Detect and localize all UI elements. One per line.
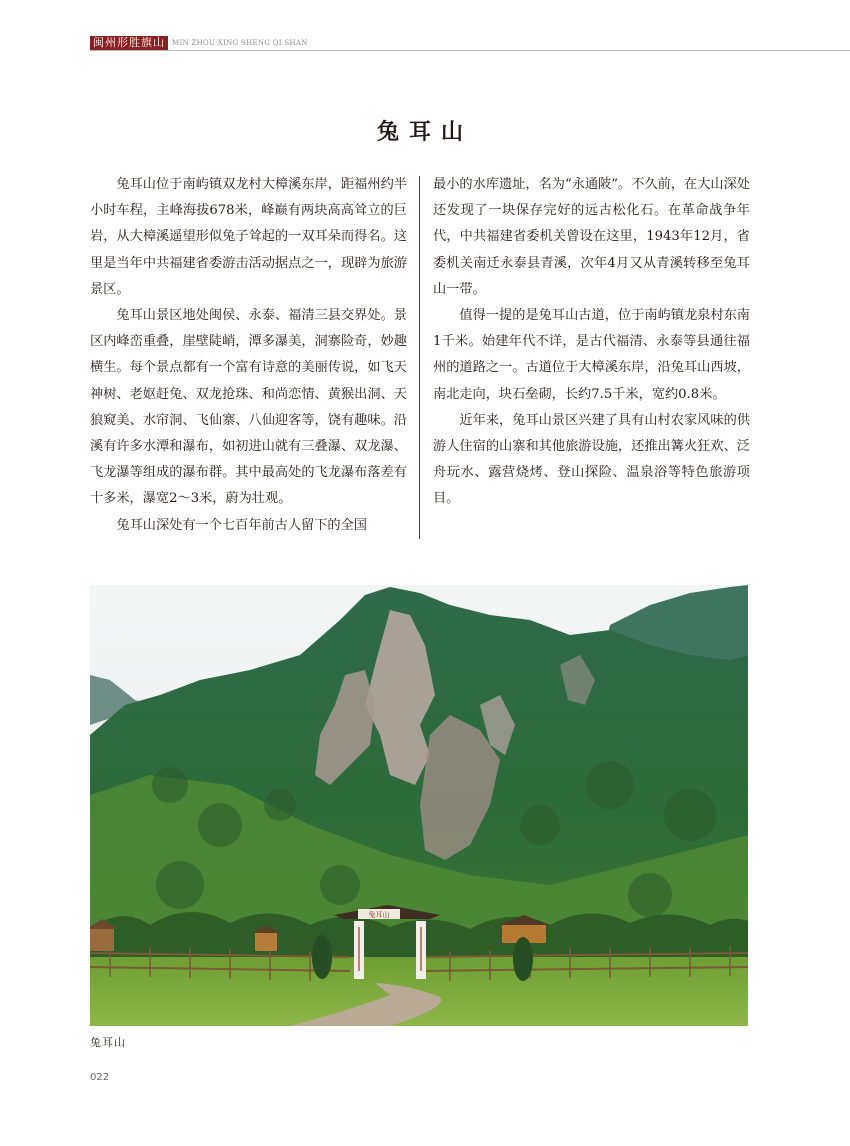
paragraph: 最小的水库遗址，名为“永通陂”。不久前，在大山深处还发现了一块保存完好的远古松化石。在革命战争年代，中共福建省委机关曾设在这里，1943年12月，省委机关南迁永泰县青溪，次年4月又从青溪转移至兔耳山一带。 — [433, 177, 750, 297]
section-tag: 闽州形胜旗山 — [90, 36, 168, 50]
mountain-photo — [90, 585, 748, 1026]
paragraph: 值得一提的是兔耳山古道，位于南屿镇龙泉村东南1千米。始建年代不详，是古代福清、永泰等县通往福州的道路之一。古道位于大樟溪东岸，沿兔耳山西坡，南北走向，块石垒砌，长约7.5千米，宽约0.8米。 — [433, 308, 750, 402]
column-divider — [419, 176, 420, 539]
page-number: 022 — [90, 1072, 110, 1083]
photo-caption: 兔耳山 — [90, 1036, 126, 1049]
paragraph: 兔耳山景区地处闽侯、永泰、福清三县交界处。景区内峰峦重叠，崖壁陡峭，潭多瀑美，洞寨险奇，妙趣横生。每个景点都有一个富有诗意的美丽传说，如飞天神树、老妪赶兔、双龙抢珠、和尚恋情、黄猴出洞、天狼窥美、水帘洞、飞仙寨、八仙迎客等，饶有趣味。沿溪有许多水潭和瀑布，如初进山就有三叠瀑、双龙瀑、飞龙瀑等组成的瀑布群。其中最高处的飞龙瀑布落差有十多米，瀑宽2～3米，蔚为壮观。 — [90, 308, 407, 507]
paragraph: 兔耳山位于南屿镇双龙村大樟溪东岸，距福州约半小时车程，主峰海拔678米，峰巅有两块高高耸立的巨岩，从大樟溪遥望形似兔子耸起的一双耳朵而得名。这里是当年中共福建省委游击活动据点之一，现辟为旅游景区。 — [90, 177, 407, 297]
text-column-left — [90, 172, 407, 539]
section-subtitle: MIN ZHOU XING SHENG QI SHAN — [172, 39, 308, 47]
header-rule — [90, 50, 850, 51]
running-header — [90, 36, 308, 50]
paragraph: 近年来，兔耳山景区兴建了具有山村农家风味的供游人住宿的山寨和其他旅游设施，还推出篝火狂欢、泛舟玩水、露营烧烤、登山探险、温泉浴等特色旅游项目。 — [433, 412, 750, 507]
paragraph: 兔耳山深处有一个七百年前古人留下的全国 — [116, 517, 367, 533]
text-column-right — [433, 172, 750, 513]
gate-sign-text: 兔耳山 — [368, 911, 390, 919]
article-title: 兔耳山 — [376, 120, 473, 145]
